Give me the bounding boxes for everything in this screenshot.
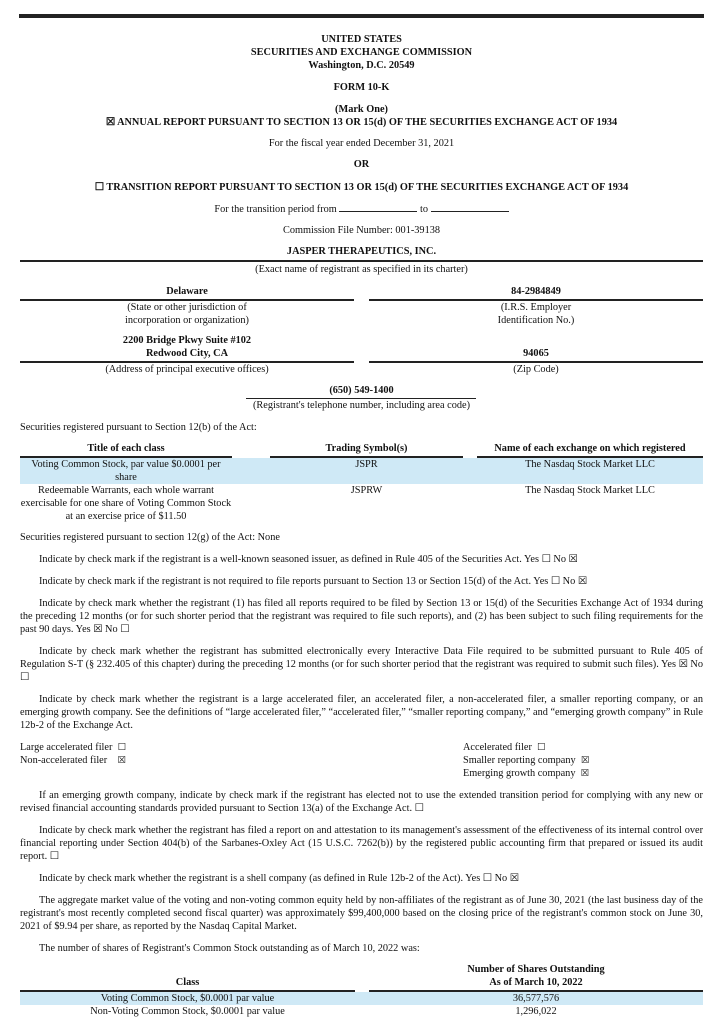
transition-period <box>20 202 703 216</box>
header-class: Class <box>20 963 355 992</box>
header-exchange: Name of each exchange on which registered <box>477 442 703 458</box>
check-attestation: Indicate by check mark whether the registrant has filed a report on and attestation to its management's assessment of the effectiveness of its internal control over financial reporting under Section 404(b) of the Sarbanes-Oxley Act (15 U.S.C. 7262(b)) by the registered public accounting firm that prepared or issued its audit report. ☐ <box>20 825 703 862</box>
transition-to-blank <box>431 202 509 212</box>
ein-number: 84-2984849 <box>369 285 703 301</box>
state-column <box>20 285 354 327</box>
check-filer-type: Indicate by check mark whether the registrant is a large accelerated filer, an accelerated filer, a non-accelerated filer, a smaller reporting company, or an emerging growth company. See the definitions of “large accelerated filer,” “accelerated filer,” “smaller reporting company,” and “emerging growth company” in Rule 12b-2 of the Exchange Act. <box>20 694 703 731</box>
form-type: FORM 10-K <box>333 82 390 93</box>
shares-outstanding-intro: The number of shares of Registrant's Common Stock outstanding as of March 10, 2022 was: <box>39 943 420 954</box>
header-shares-outstanding: Number of Shares Outstanding As of March 10, 2022 <box>369 963 703 992</box>
filer-left-column <box>20 741 126 780</box>
header-agency: SECURITIES AND EXCHANGE COMMISSION <box>250 47 473 58</box>
exchange-name: The Nasdaq Stock Market LLC <box>525 485 655 496</box>
large-accelerated-checkbox: ☐ <box>117 742 127 753</box>
table-row <box>20 484 703 523</box>
table-row <box>20 992 703 1005</box>
smaller-reporting-checkbox: ☒ <box>580 755 590 766</box>
share-count: 36,577,576 <box>369 992 703 1005</box>
zip-code: 94065 <box>369 347 703 363</box>
fiscal-year: For the fiscal year ended December 31, 2021 <box>268 138 455 149</box>
registrant-name: JASPER THERAPEUTICS, INC. <box>286 246 437 257</box>
emerging-growth-company: Emerging growth company ☒ <box>463 768 590 779</box>
zip-column <box>369 334 703 376</box>
non-accelerated-filer: Non-accelerated filer ☒ <box>20 755 127 766</box>
accelerated-checkbox: ☐ <box>537 742 546 753</box>
accelerated-filer: Accelerated filer ☐ <box>463 742 546 753</box>
address-zip-row <box>20 334 703 376</box>
check-not-required: Indicate by check mark if the registrant is not required to file reports pursuant to Section 13 or Section 15(d) of the Act. Yes ☐ No ☒ <box>39 576 588 587</box>
state-caption-2: incorporation or organization) <box>125 315 249 326</box>
table-header-row <box>20 442 703 458</box>
address-line-2: Redwood City, CA <box>20 347 354 363</box>
ein-caption-1: (I.R.S. Employer <box>500 302 572 313</box>
check-emerging-transition: If an emerging growth company, indicate by check mark if the registrant has elected not to use the extended transition period for complying with any new or revised financial accounting standards provided pursuant to Section 13(a) of the Exchange Act. ☐ <box>20 790 703 814</box>
exchange-name: The Nasdaq Stock Market LLC <box>477 458 703 484</box>
class-title: Voting Common Stock, par value $0.0001 per share <box>20 458 232 484</box>
header-title-of-class: Title of each class <box>20 442 232 458</box>
or-separator: OR <box>353 159 370 170</box>
ein-column <box>369 285 703 327</box>
address-column <box>20 334 354 376</box>
share-class: Voting Common Stock, $0.0001 par value <box>20 992 355 1005</box>
commission-file-number: Commission File Number: 001-39138 <box>282 225 441 236</box>
registrant-name-rule <box>20 260 703 262</box>
top-rule <box>19 14 704 18</box>
smaller-reporting-company: Smaller reporting company ☒ <box>463 755 590 766</box>
check-shell-company: Indicate by check mark whether the registrant is a shell company (as defined in Rule 12b-2 of the Act). Yes ☐ No ☒ <box>39 873 519 884</box>
non-accelerated-checkbox: ☒ <box>117 755 127 766</box>
zip-caption: (Zip Code) <box>513 364 559 375</box>
section-12b-intro: Securities registered pursuant to Section 12(b) of the Act: <box>20 422 257 433</box>
telephone-number: (650) 549-1400 <box>329 385 394 396</box>
ein-caption-2: Identification No.) <box>497 315 575 326</box>
transition-from-label: For the transition period from <box>214 204 337 215</box>
share-class: Non-Voting Common Stock, $0.0001 par value <box>90 1006 285 1017</box>
registrant-name-caption: (Exact name of registrant as specified in its charter) <box>255 264 468 275</box>
table-row <box>20 1005 703 1018</box>
state-of-incorporation: Delaware <box>20 285 354 301</box>
shares-header-row <box>20 963 703 992</box>
check-filed-all-reports: Indicate by check mark whether the registrant (1) has filed all reports required to be filed by Section 13 or 15(d) of the Securities Exchange Act of 1934 during the preceding 12 months (or for such shorter period that the registrant was required to file such reports), and (2) has been subject to such filing requirements for the past 90 days. Yes ☒ No ☐ <box>20 598 703 635</box>
aggregate-market-value: The aggregate market value of the voting and non-voting common equity held by non-affiliates of the registrant as of June 30, 2021 (the last business day of the registrant's most recently completed second fiscal quarter) was approximately $99,400,000 based on the closing price of the registrant's common stock on June 30, 2021 of $9.94 per share, as reported by the Nasdaq Capital Market. <box>20 895 703 932</box>
annual-report-line: ☒ ANNUAL REPORT PURSUANT TO SECTION 13 OR 15(d) OF THE SECURITIES EXCHANGE ACT OF 1934 <box>105 117 618 128</box>
trading-symbol: JSPRW <box>350 485 383 496</box>
address-line-1: 2200 Bridge Pkwy Suite #102 <box>122 335 252 346</box>
shares-outstanding-table <box>20 963 703 1018</box>
filer-status-grid <box>20 741 703 780</box>
transition-report-line: ☐ TRANSITION REPORT PURSUANT TO SECTION 13 OR 15(d) OF THE SECURITIES EXCHANGE ACT OF 1934 <box>94 182 629 193</box>
emerging-growth-checkbox: ☒ <box>580 768 590 779</box>
form-10k-cover-page <box>20 22 703 1018</box>
state-caption-1: (State or other jurisdiction of <box>127 302 247 313</box>
check-interactive-data: Indicate by check mark whether the registrant has submitted electronically every Interactive Data File required to be submitted pursuant to Rule 405 of Regulation S-T (§ 232.405 of this chapter) during the preceding 12 months (or for such shorter period that the registrant was required to submit such files). Yes ☒ No ☐ <box>20 646 703 683</box>
class-title: Redeemable Warrants, each whole warrant exercisable for one share of Voting Common Stock at an exercise price of $11.50 <box>20 485 232 522</box>
trading-symbol: JSPR <box>270 458 463 484</box>
address-caption: (Address of principal executive offices) <box>105 364 269 375</box>
header-trading-symbol: Trading Symbol(s) <box>270 442 463 458</box>
header-city: Washington, D.C. 20549 <box>308 60 415 71</box>
mark-one: (Mark One) <box>335 104 388 115</box>
telephone-caption: (Registrant's telephone number, including area code) <box>252 400 471 411</box>
check-wksi: Indicate by check mark if the registrant is a well-known seasoned issuer, as defined in Rule 405 of the Securities Act. Yes ☐ No ☒ <box>39 554 578 565</box>
section-12b-table <box>20 442 703 523</box>
section-12g: Securities registered pursuant to section 12(g) of the Act: None <box>20 532 280 543</box>
state-ein-row <box>20 285 703 327</box>
header-country: UNITED STATES <box>321 34 402 45</box>
share-count: 1,296,022 <box>515 1006 557 1017</box>
transition-from-blank <box>339 202 417 212</box>
filer-right-column <box>463 741 703 780</box>
table-row <box>20 458 703 484</box>
transition-to-label: to <box>419 204 428 215</box>
large-accelerated-filer: Large accelerated filer ☐ <box>20 742 127 753</box>
